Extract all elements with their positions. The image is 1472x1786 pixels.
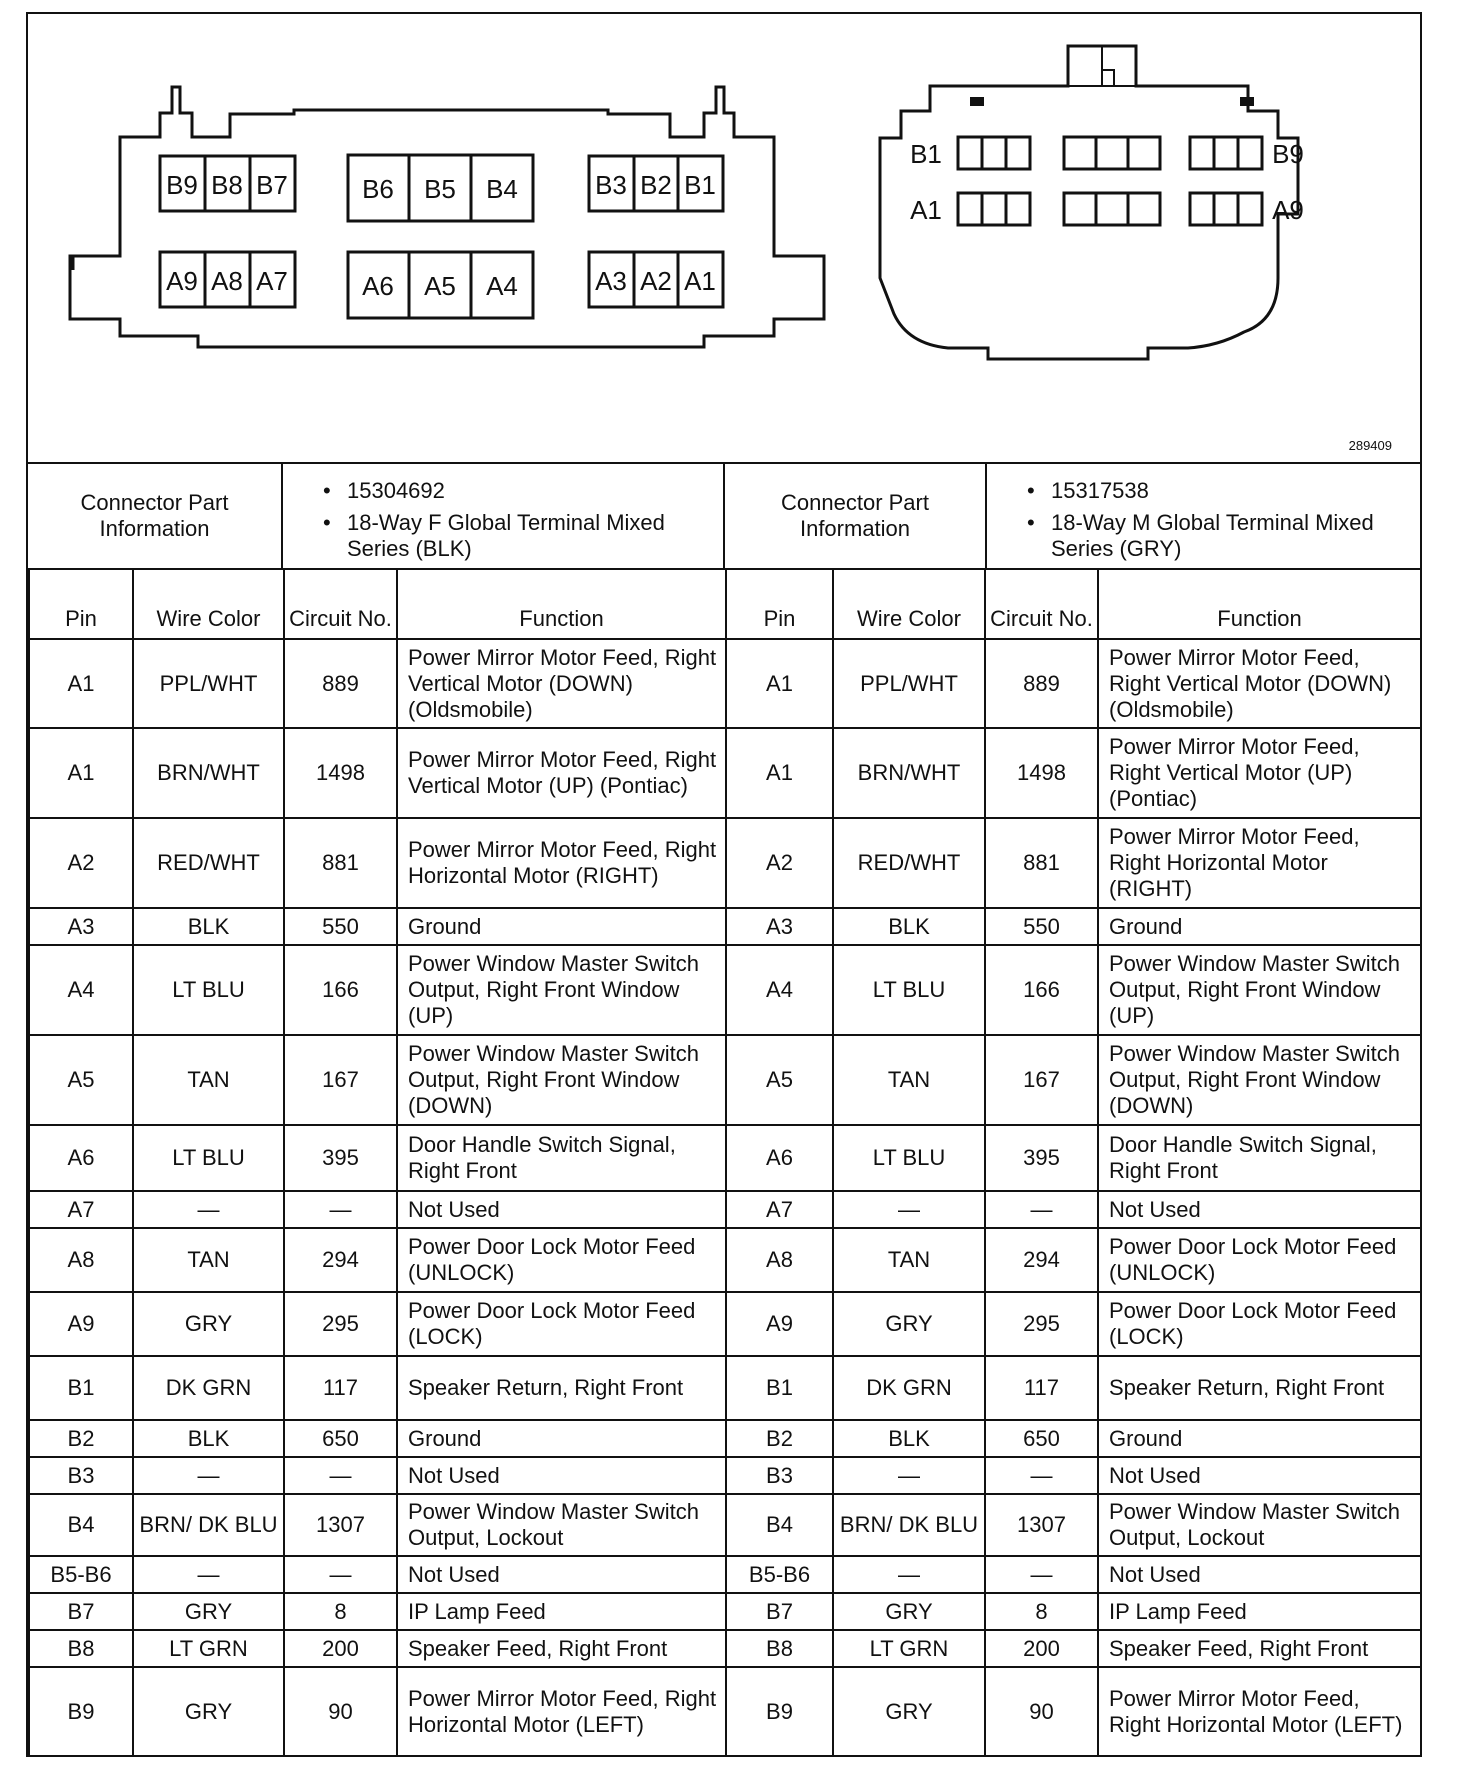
circuit-cell: 166 [284,945,397,1035]
wire-color-cell: DK GRN [833,1356,985,1420]
circuit-cell: 295 [284,1292,397,1356]
pin-cell: A1 [726,639,833,728]
wire-color-cell: TAN [833,1035,985,1125]
right-label-a1: A1 [910,195,942,225]
circuit-cell: 881 [985,818,1098,908]
circuit-cell: 90 [985,1667,1098,1756]
function-cell: Not Used [1098,1556,1421,1593]
wire-color-cell: — [133,1191,284,1228]
pin-cell: A9 [29,1292,133,1356]
info-right-description: • 18-Way M Global Terminal Mixed Series (GRY) [1027,510,1381,562]
circuit-cell: 889 [985,639,1098,728]
right-connector-outline [880,46,1298,359]
pin-cell: A7 [29,1191,133,1228]
col-function: Function [1098,570,1421,639]
circuit-cell: 8 [284,1593,397,1630]
wire-color-cell: GRY [133,1593,284,1630]
info-left-label [28,464,283,568]
wire-color-cell: LT BLU [833,1125,985,1191]
table-row [29,1593,1421,1630]
circuit-cell: 1498 [284,728,397,818]
function-cell: Not Used [397,1457,726,1494]
function-cell: Power Mirror Motor Feed, Right Horizontal Motor (LEFT) [397,1667,726,1756]
circuit-cell: 550 [985,908,1098,945]
function-cell: Power Mirror Motor Feed, Right Horizontal Motor (LEFT) [1098,1667,1421,1756]
wire-color-cell: BRN/WHT [133,728,284,818]
table-row [29,945,1421,1035]
wire-color-cell: BRN/ DK BLU [133,1494,284,1556]
pin-cell: B3 [29,1457,133,1494]
table-row [29,1630,1421,1667]
circuit-cell: 1307 [985,1494,1098,1556]
circuit-cell: — [284,1457,397,1494]
pin-cell: B4 [726,1494,833,1556]
pin-cell: A8 [29,1228,133,1292]
circuit-cell: 166 [985,945,1098,1035]
circuit-cell: 650 [284,1420,397,1457]
pin-label: B1 [684,170,716,200]
pin-cell: A1 [726,728,833,818]
function-cell: Power Mirror Motor Feed, Right Horizontal Motor (RIGHT) [1098,818,1421,908]
table-row [29,1191,1421,1228]
pin-cell: A8 [726,1228,833,1292]
circuit-cell: — [985,1457,1098,1494]
table-row [29,1420,1421,1457]
wire-color-cell: LT BLU [833,945,985,1035]
info-right-desc [987,464,1420,568]
function-cell: Speaker Return, Right Front [1098,1356,1421,1420]
pin-cell: B1 [726,1356,833,1420]
right-label-b1: B1 [910,139,942,169]
right-cavity-row-a [958,193,1262,225]
pin-label: A2 [640,266,672,296]
pin-cell: A5 [726,1035,833,1125]
pin-cell: A5 [29,1035,133,1125]
function-cell: Not Used [1098,1191,1421,1228]
wire-color-cell: — [833,1191,985,1228]
right-cavity-row-b [958,137,1262,169]
pin-cell: B5-B6 [29,1556,133,1593]
info-left-label-text: Connector Part Information [80,490,229,541]
function-cell: Speaker Feed, Right Front [397,1630,726,1667]
pin-label: A6 [362,271,394,301]
wire-color-cell: LT GRN [133,1630,284,1667]
circuit-cell: 8 [985,1593,1098,1630]
wire-color-cell: LT BLU [133,1125,284,1191]
pin-cell: B8 [29,1630,133,1667]
function-cell: Power Mirror Motor Feed, Right Vertical Motor (UP) (Pontiac) [397,728,726,818]
function-cell: Ground [397,1420,726,1457]
circuit-cell: 117 [985,1356,1098,1420]
table-row [29,1356,1421,1420]
wire-color-cell: BLK [833,1420,985,1457]
pin-label: A8 [211,266,243,296]
table-row [29,1035,1421,1125]
wire-color-cell: DK GRN [133,1356,284,1420]
function-cell: Not Used [397,1191,726,1228]
circuit-cell: — [284,1191,397,1228]
wire-color-cell: TAN [133,1035,284,1125]
table-row [29,1292,1421,1356]
function-cell: Ground [1098,1420,1421,1457]
wire-color-cell: — [133,1556,284,1593]
circuit-cell: — [985,1191,1098,1228]
function-cell: Power Window Master Switch Output, Lockout [397,1494,726,1556]
col-circuit: Circuit No. [284,570,397,639]
circuit-cell: 200 [985,1630,1098,1667]
function-cell: Not Used [397,1556,726,1593]
col-wire-color: Wire Color [833,570,985,639]
circuit-cell: — [985,1556,1098,1593]
function-cell: Power Door Lock Motor Feed (LOCK) [397,1292,726,1356]
pin-cell: A3 [29,908,133,945]
pin-label: B3 [595,170,627,200]
info-right-label [725,464,987,568]
function-cell: Power Window Master Switch Output, Right Front Window (UP) [397,945,726,1035]
wire-color-cell: LT GRN [833,1630,985,1667]
pin-label: B5 [424,174,456,204]
info-left-part-number: • 15304692 [323,478,723,504]
col-pin: Pin [726,570,833,639]
wire-color-cell: GRY [833,1593,985,1630]
wire-color-cell: BLK [133,908,284,945]
function-cell: Door Handle Switch Signal, Right Front [1098,1125,1421,1191]
pin-cell: B1 [29,1356,133,1420]
function-cell: Power Window Master Switch Output, Lockout [1098,1494,1421,1556]
function-cell: Power Door Lock Motor Feed (UNLOCK) [1098,1228,1421,1292]
info-left-desc [283,464,725,568]
right-label-b9: B9 [1272,139,1304,169]
col-pin: Pin [29,570,133,639]
circuit-cell: 294 [985,1228,1098,1292]
pin-cell: A2 [29,818,133,908]
circuit-cell: 295 [985,1292,1098,1356]
info-left-description: • 18-Way F Global Terminal Mixed Series (BLK) [323,510,677,562]
circuit-cell: 167 [985,1035,1098,1125]
table-row [29,908,1421,945]
function-cell: Power Mirror Motor Feed, Right Vertical Motor (UP) (Pontiac) [1098,728,1421,818]
table-row [29,1556,1421,1593]
wire-color-cell: — [133,1457,284,1494]
function-cell: Power Window Master Switch Output, Right Front Window (DOWN) [1098,1035,1421,1125]
pin-cell: B2 [726,1420,833,1457]
circuit-cell: 117 [284,1356,397,1420]
table-row [29,1457,1421,1494]
col-wire-color: Wire Color [133,570,284,639]
pin-cell: A9 [726,1292,833,1356]
pin-cell: A7 [726,1191,833,1228]
connector-info-row [28,462,1420,570]
pin-cell: A4 [29,945,133,1035]
wire-color-cell: — [833,1556,985,1593]
function-cell: Power Door Lock Motor Feed (UNLOCK) [397,1228,726,1292]
circuit-cell: 650 [985,1420,1098,1457]
circuit-cell: 889 [284,639,397,728]
info-right-label-text: Connector Part Information [781,490,929,541]
function-cell: Ground [397,908,726,945]
wire-color-cell: GRY [133,1667,284,1756]
function-cell: Power Mirror Motor Feed, Right Horizontal Motor (RIGHT) [397,818,726,908]
pin-cell: A1 [29,728,133,818]
pin-label: B6 [362,174,394,204]
wire-color-cell: — [833,1457,985,1494]
pin-cell: A4 [726,945,833,1035]
circuit-cell: 881 [284,818,397,908]
pin-cell: B8 [726,1630,833,1667]
function-cell: Power Window Master Switch Output, Right Front Window (DOWN) [397,1035,726,1125]
function-cell: Power Window Master Switch Output, Right Front Window (UP) [1098,945,1421,1035]
circuit-cell: 395 [284,1125,397,1191]
pin-cell: B2 [29,1420,133,1457]
wire-color-cell: PPL/WHT [133,639,284,728]
table-row [29,1228,1421,1292]
table-row [29,818,1421,908]
right-label-a9: A9 [1272,195,1304,225]
pin-label: A9 [166,266,198,296]
table-row [29,1125,1421,1191]
pin-cell: B4 [29,1494,133,1556]
function-cell: Door Handle Switch Signal, Right Front [397,1125,726,1191]
circuit-cell: 167 [284,1035,397,1125]
pin-cell: A6 [29,1125,133,1191]
circuit-cell: 1498 [985,728,1098,818]
circuit-cell: 1307 [284,1494,397,1556]
function-cell: Ground [1098,908,1421,945]
pin-cell: A3 [726,908,833,945]
circuit-cell: — [284,1556,397,1593]
table-row [29,639,1421,728]
pin-cell: B5-B6 [726,1556,833,1593]
pin-cell: A1 [29,639,133,728]
pin-label: B8 [211,170,243,200]
circuit-cell: 395 [985,1125,1098,1191]
function-cell: Power Mirror Motor Feed, Right Vertical Motor (DOWN) (Oldsmobile) [397,639,726,728]
wire-color-cell: RED/WHT [133,818,284,908]
pin-cell: A2 [726,818,833,908]
circuit-cell: 90 [284,1667,397,1756]
wire-color-cell: PPL/WHT [833,639,985,728]
pin-label: B9 [166,170,198,200]
pin-cell: B7 [29,1593,133,1630]
function-cell: IP Lamp Feed [1098,1593,1421,1630]
col-function: Function [397,570,726,639]
pin-label: A7 [256,266,288,296]
wire-color-cell: TAN [833,1228,985,1292]
pin-label: B4 [486,174,518,204]
function-cell: Speaker Return, Right Front [397,1356,726,1420]
pin-cell: A6 [726,1125,833,1191]
pin-cell: B9 [726,1667,833,1756]
table-header-row [29,570,1421,639]
function-cell: Power Mirror Motor Feed, Right Vertical Motor (DOWN) (Oldsmobile) [1098,639,1421,728]
wire-color-cell: BRN/WHT [833,728,985,818]
wire-color-cell: GRY [133,1292,284,1356]
pin-cell: B7 [726,1593,833,1630]
table-row [29,1667,1421,1756]
figure-number: 289409 [1348,438,1392,453]
col-circuit: Circuit No. [985,570,1098,639]
wire-color-cell: BLK [133,1420,284,1457]
circuit-cell: 200 [284,1630,397,1667]
wire-color-cell: GRY [833,1292,985,1356]
pin-label: A1 [684,266,716,296]
pin-cell: B9 [29,1667,133,1756]
wire-color-cell: BRN/ DK BLU [833,1494,985,1556]
info-right-part-number: • 15317538 [1027,478,1420,504]
wire-color-cell: BLK [833,908,985,945]
function-cell: Speaker Feed, Right Front [1098,1630,1421,1667]
pin-cell: B3 [726,1457,833,1494]
circuit-cell: 550 [284,908,397,945]
pin-label: B2 [640,170,672,200]
table-row [29,728,1421,818]
table-row [29,1494,1421,1556]
pinout-table [28,570,1422,1757]
pin-label: A3 [595,266,627,296]
circuit-cell: 294 [284,1228,397,1292]
wire-color-cell: RED/WHT [833,818,985,908]
wire-color-cell: LT BLU [133,945,284,1035]
function-cell: IP Lamp Feed [397,1593,726,1630]
pin-label: A5 [424,271,456,301]
pin-label: B7 [256,170,288,200]
wire-color-cell: TAN [133,1228,284,1292]
connector-diagram [28,14,1420,460]
wire-color-cell: GRY [833,1667,985,1756]
pin-label: A4 [486,271,518,301]
function-cell: Not Used [1098,1457,1421,1494]
function-cell: Power Door Lock Motor Feed (LOCK) [1098,1292,1421,1356]
